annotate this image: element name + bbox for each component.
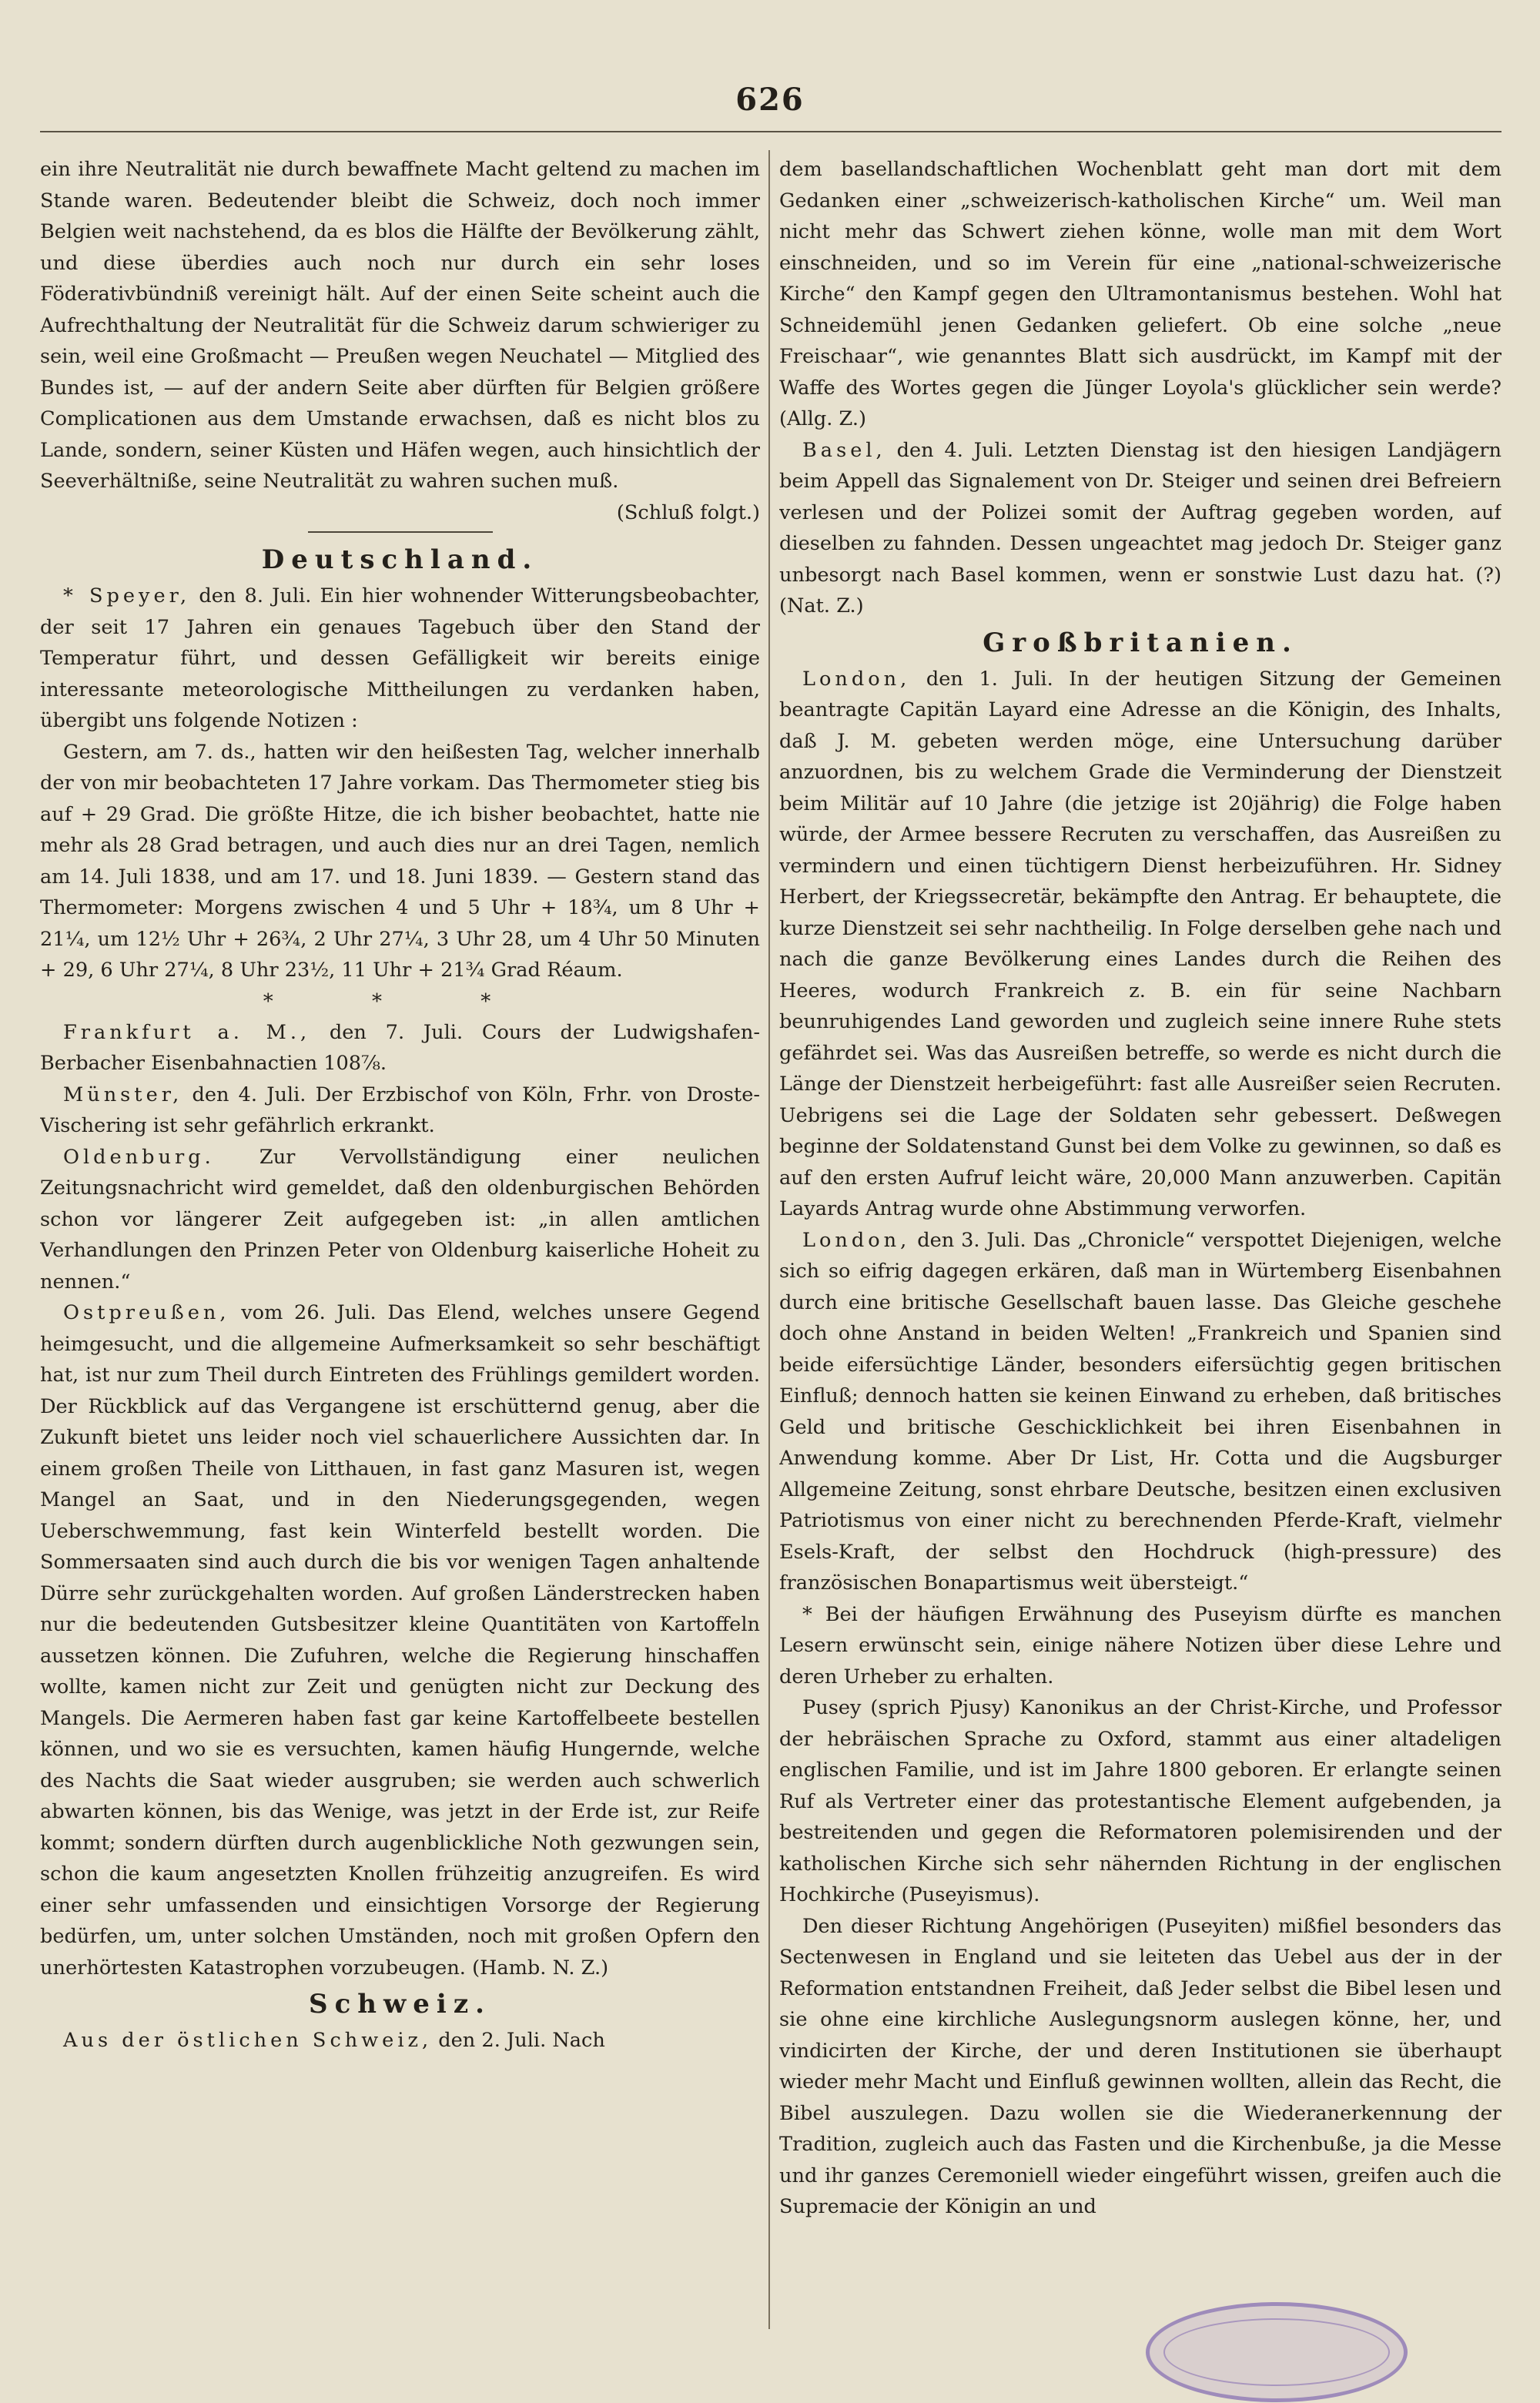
heading-deutschland: Deutschland. (261, 544, 539, 575)
header-rule (40, 131, 1502, 132)
section-divider (308, 531, 493, 533)
article-schweiz-text: den 2. Juli. Nach (438, 2029, 605, 2052)
puseyism-note: * Bei der häufigen Erwähnung des Puseyism dürfte es manchen Lesern erwünscht sein, einige nähere Notizen über diese Lehre und deren Urheber zu erhalten. (779, 1602, 1502, 1688)
continuation-text: dem basellandschaftlichen Wochenblatt geht man dort mit dem Gedanken einer „schweizerisch-katholischen Kirche“ um. Weil man nicht mehr das Schwert ziehen könne, wolle man mit dem Wort einschneiden, und so im Verein für eine „national-schweizerische Kirche“ den Kampf gegen den Ultramontanismus bestehen. Wohl hat Schneidemühl jenen Gedanken geliefert. Ob eine solche „neue Freischaar“, wie genanntes Blatt sich ausdrückt, im Kampf mit der Waffe des Wortes gegen die Jünger Loyola's glücklicher sein werde? (779, 158, 1502, 400)
article-muenster-text: den 4. Juli. Der Erzbischof von Köln, Frhr. von Droste-Vischering ist sehr gefährlich erkrankt. (40, 1083, 760, 1137)
article-oldenburg-text: Zur Vervollständigung einer neulichen Zeitungsnachricht wird gemeldet, daß den oldenburgischen Behörden schon vor längerer Zeit aufgegeben ist: „in allen amtlichen Verhandlungen den Prinzen Peter von Oldenburg kaiserliche Hoheit zu nennen.“ (40, 1145, 760, 1294)
intro-paragraph (40, 154, 760, 524)
dateline-london-1: London, (802, 667, 911, 691)
article-pusey: Pusey (sprich Pjusy) Kanonikus an der Christ-Kirche, und Professor der hebräischen Sprache zu Oxford, stammt aus einer altadeligen englischen Familie, und ist im Jahre 1800 geboren. Er erlangte seinen Ruf als Vertreter einer das protestantische Element aufgebenden, ja bestreitenden und gegen die Reformatoren polemisirenden und der katholischen Kirche sich sehr nähernden Richtung in der englischen Hochkirche (Puseyismus). (779, 1696, 1502, 1906)
article-ostpreussen-source: (Hamb. N. Z.) (472, 1956, 609, 1980)
article-basel-text: den 4. Juli. Letzten Dienstag ist den hiesigen Landjägern beim Appell das Signalement von Dr. Steiger und seinen drei Befreiern verlesen und der Polizei somit der Auftrag gegeben worden, auf dieselben zu fahnden. Dessen ungeachtet mag jedoch Dr. Steiger ganz unbesorgt nach Basel kommen, wenn er sonstwie Lust dazu hat. (?) (779, 438, 1502, 587)
dateline-speyer: * Speyer, (63, 584, 191, 607)
heading-schweiz: Schweiz. (309, 1989, 491, 2020)
dateline-schweiz: Aus der östlichen Schweiz, (63, 2029, 433, 2052)
article-ostpreussen-text: vom 26. Juli. Das Elend, welches unsere Gegend heimgesucht, und die allgemeine Aufmerksamkeit so sehr beschäftigt hat, ist nur zum Theil durch Eintreten des Frühlings gemildert worden. Der Rückblick auf das Vergangene ist erschütternd genug, aber die Zukunft bietet uns leider noch viel schauerlichere Aussichten dar. In einem großen Theile von Litthauen, in fast ganz Masuren ist, wegen Mangel an Saat, und in den Niederungsgegenden, wegen Ueberschwemmung, fast kein Winterfeld bestellt worden. Die Sommersaaten sind auch durch die bis vor wenigen Tagen anhaltende Dürre sehr zurückgehalten worden. Auf großen Länderstrecken haben nur die bedeutenden Gutsbesitzer kleine Quantitäten von Kartoffeln aussetzen können. Die Zufuhren, welche die Regierung hinschaffen wollte, kamen nicht zur Zeit und genügten nicht zur Deckung des Mangels. Die Aermeren haben fast gar keine Kartoffelbeete bestellen können, und wo sie es versuchten, kamen häufig Hungernde, welche des Nachts die Saat wieder ausgruben; sie werden auch schwerlich abwarten können, bis das Wenige, was jetzt in der Erde ist, zur Reife kommt; sondern dürften durch augenblickliche Noth gezwungen sein, schon die kaum angesetzten Knollen frühzeitig anzugreifen. Es wird einer sehr umfassenden und einsichtigen Vorsorge der Regierung bedürfen, um, unter solchen Umständen, noch mit großen Opfern den unerhörtesten Katastrophen vorzubeugen. (40, 1301, 760, 1980)
column-divider (768, 150, 770, 2329)
library-stamp (1146, 2302, 1408, 2402)
library-stamp-ring (1163, 2318, 1390, 2386)
heading-grossbritanien: Großbritanien. (983, 627, 1298, 658)
article-london-2 (779, 1225, 1502, 1599)
dateline-london-2: London, (802, 1228, 911, 1252)
dateline-muenster: Münster, (63, 1083, 183, 1106)
intro-note: (Schluß folgt.) (616, 500, 760, 524)
article-schweiz (40, 2025, 760, 2057)
article-frankfurt-text: den 7. Juli. Cours der Ludwigshafen-Berbacher Eisenbahnactien 108⅞. (40, 1020, 760, 1075)
left-column (40, 154, 760, 2372)
right-column (779, 154, 1502, 2372)
separator-stars: * * * (263, 989, 537, 1013)
article-muenster (40, 1079, 760, 1142)
article-puseyiten: Den dieser Richtung Angehörigen (Puseyiten) mißfiel besonders das Sectenwesen in England und sie leiteten das Uebel aus der in der Reformation entstandnen Freiheit, daß Jeder selbst die Bibel lesen und sie ohne eine kirchliche Auslegungsnorm auslegen könne, her, und vindicirten der Kirche, der und deren Institutionen sie überhaupt wieder mehr Macht und Einfluß gewinnen wollten, allein das Recht, die Bibel auszulegen. Dazu wollen sie die Wiederanerkennung der Tradition, zugleich auch das Fasten und die Kirchenbuße, ja die Messe und ihr ganzes Ceremoniell wieder eingeführt wissen, greifen auch die Supremacie der Königin an und (779, 1914, 1502, 2218)
article-basel-source: (Nat. Z.) (779, 594, 864, 617)
article-basel (779, 435, 1502, 622)
dateline-oldenburg: Oldenburg. (63, 1145, 215, 1169)
article-london-1-text: den 1. Juli. In der heutigen Sitzung der Gemeinen beantragte Capitän Layard eine Adresse an die Königin, des Inhalts, daß J. M. gebeten werden möge, eine Untersuchung darüber anzuordnen, bis zu welchem Grade die Verminderung der Dienstzeit beim Militär auf 10 Jahre (die jetzige ist 20jährig) die Folge haben würde, der Armee bessere Recruten zu verschaffen, das Ausreißen zu vermindern und einen tüchtigern Dienst herbeizuführen. Hr. Sidney Herbert, der Kriegssecretär, bekämpfte den Antrag. Er behauptete, die kurze Dienstzeit sei sehr nachtheilig. In Folge derselben gehe nach und nach die ganze Bevölkerung eines Landes durch die Reihen des Heeres, wodurch Frankreich z. B. ein für seine Nachbarn beunruhigendes Land geworden und zugleich seine innere Ruhe stets gefährdet sei. Was das Ausreißen betreffe, so werde es nicht durch die Länge der Dienstzeit herbeigeführt: fast alle Ausreißer seien Recruten. Uebrigens sei die Lage der Soldaten sehr gebessert. Deßwegen beginne der Soldatenstand Gunst bei dem Volke zu gewinnen, so daß es auf den ersten Aufruf leicht wäre, 20,000 Mann anzuwerben. Capitän Layards Antrag wurde ohne Abstimmung verworfen. (779, 667, 1502, 1220)
article-speyer (40, 581, 760, 737)
article-london-1 (779, 664, 1502, 1225)
dateline-basel: Basel, (802, 438, 886, 462)
article-frankfurt (40, 1017, 760, 1079)
dateline-frankfurt: Frankfurt a. M., (63, 1020, 311, 1044)
article-ostpreussen (40, 1297, 760, 1983)
page-number: 626 (735, 82, 805, 118)
dateline-ostpreussen: Ostpreußen, (63, 1301, 230, 1324)
article-schweiz-continued (779, 154, 1502, 435)
continuation-source: (Allg. Z.) (779, 407, 866, 430)
intro-text: ein ihre Neutralität nie durch bewaffnete Macht geltend zu machen im Stande waren. Bedeutender bleibt die Schweiz, doch noch immer Belgien weit nachstehend, da es blos die Hälfte der Bevölkerung zählt, und diese überdies auch noch nur durch ein sehr loses Föderativbündniß vereinigt hält. Auf der einen Seite scheint auch die Aufrechthaltung der Neutralität für die Schweiz darum schwieriger zu sein, weil eine Großmacht — Preußen wegen Neuchatel — Mitglied des Bundes ist, — auf der andern Seite aber dürften für Belgien größere Complicationen aus dem Umstande erwachsen, daß es nicht blos zu Lande, sondern, seiner Küsten und Häfen wegen, auch hinsichtlich der Seeverhältniße, seine Neutralität zu wahren suchen muß. (40, 158, 760, 493)
article-oldenburg (40, 1142, 760, 1298)
article-gestern: Gestern, am 7. ds., hatten wir den heißesten Tag, welcher innerhalb der von mir beobachteten 17 Jahre vorkam. Das Thermometer stieg bis auf + 29 Grad. Die größte Hitze, die ich bisher beobachtet, hatte nie mehr als 28 Grad betragen, und auch dies nur an drei Tagen, nemlich am 14. Juli 1838, und am 17. und 18. Juni 1839. — Gestern stand das Thermometer: Morgens zwischen 4 und 5 Uhr + 18¾, um 8 Uhr + 21¼, um 12½ Uhr + 26¾, 2 Uhr 27¼, 3 Uhr 28, um 4 Uhr 50 Minuten + 29, 6 Uhr 27¼, 8 Uhr 23½, 11 Uhr + 21¾ Grad Réaum. (40, 740, 760, 982)
article-speyer-text: den 8. Juli. Ein hier wohnender Witterungsbeobachter, der seit 17 Jahren ein genaues Tagebuch über den Stand der Temperatur führt, und dessen Gefälligkeit wir bereits einige interessante meteorologische Mittheilungen zu verdanken haben, übergibt uns folgende Notizen : (40, 584, 760, 732)
article-london-2-text: den 3. Juli. Das „Chronicle“ verspottet Diejenigen, welche sich so eifrig dagegen erkären, daß man in Würtemberg Eisenbahnen durch eine britische Gesellschaft bauen lasse. Das Gleiche geschehe doch ohne Anstand in beiden Welten! „Frankreich und Spanien sind beide eifersüchtige Länder, besonders eifersüchtig gegen britischen Einfluß; dennoch hatten sie keinen Einwand zu erheben, daß britisches Geld und britische Geschicklichkeit bei ihren Eisenbahnen in Anwendung komme. Aber Dr List, Hr. Cotta und die Augsburger Allgemeine Zeitung, sonst ehrbare Deutsche, besitzen einen exclusiven Patriotismus von einer nicht zu berechnenden Pferde-Kraft, vielmehr Esels-Kraft, der selbst den Hochdruck (high-pressure) des französischen Bonapartismus weit übersteigt.“ (779, 1228, 1502, 1595)
